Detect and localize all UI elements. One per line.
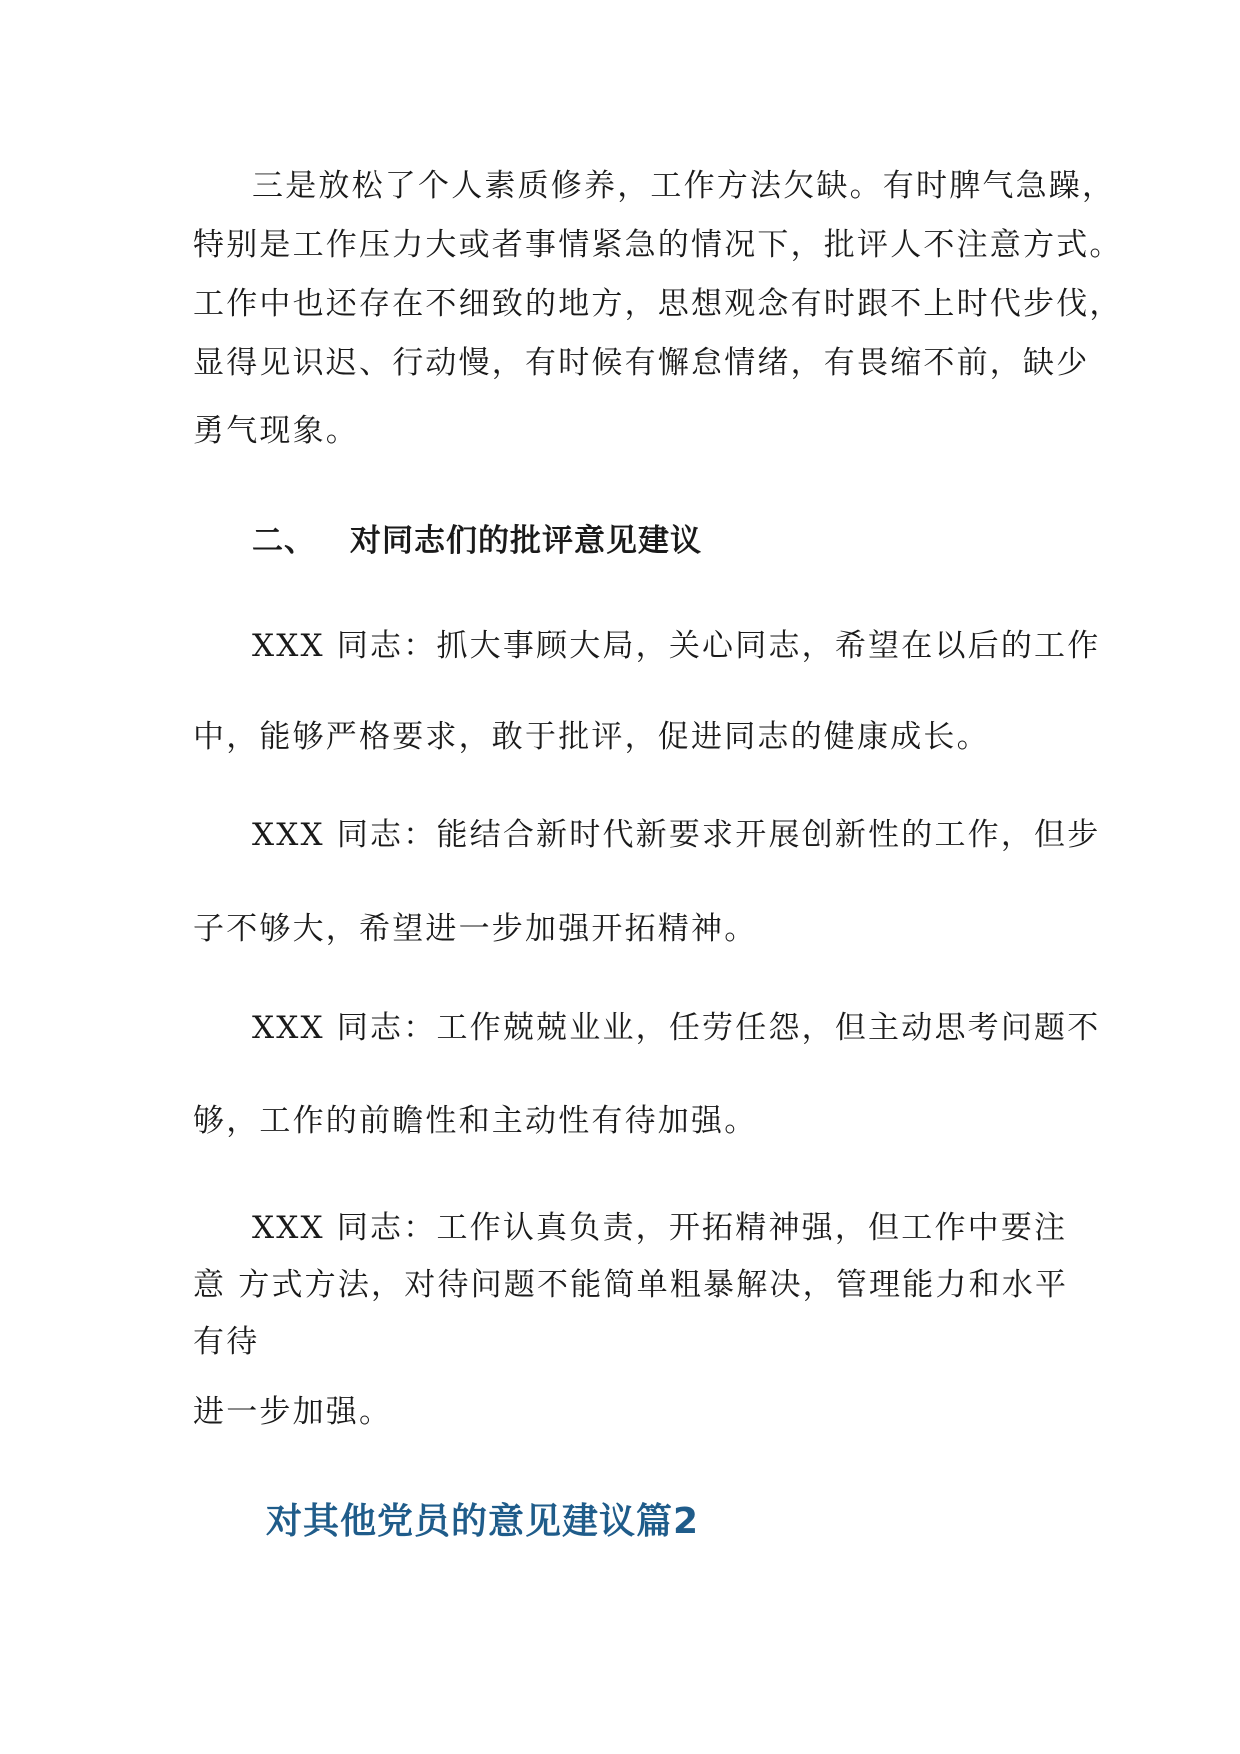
text-line: 意 方式方法，对待问题不能简单粗暴解决，管理能力和水平: [193, 1267, 1069, 1303]
text-line: 三是放松了个人素质修养，工作方法欠缺。有时脾气急躁，: [252, 168, 1116, 204]
text-line: 勇气现象。: [193, 413, 359, 449]
text-line: 工作中也还存在不细致的地方，思想观念有时跟不上时代步伐，: [193, 286, 1123, 322]
text-line: 中，能够严格要求，敢于批评，促进同志的健康成长。: [193, 719, 990, 755]
section-title: 对其他党员的意见建议篇2: [266, 1501, 700, 1542]
text-line: 子不够大，希望进一步加强开拓精神。: [193, 911, 758, 947]
text-line: 显得见识迟、行动慢，有时候有懈怠情绪，有畏缩不前，缺少: [193, 345, 1090, 381]
text-line: XXX 同志：工作认真负责，开拓精神强，但工作中要注: [252, 1210, 1068, 1246]
text-line: XXX 同志：工作兢兢业业，任劳任怨，但主动思考问题不: [252, 1010, 1101, 1046]
heading-text: 对同志们的批评意见建议: [350, 523, 702, 559]
text-line: XXX 同志：抓大事顾大局，关心同志，希望在以后的工作: [252, 628, 1101, 664]
text-line: 特别是工作压力大或者事情紧急的情况下，批评人不注意方式。: [193, 227, 1123, 263]
text-line: 进一步加强。: [193, 1394, 393, 1430]
text-line: 有待: [193, 1324, 260, 1360]
text-line: 够，工作的前瞻性和主动性有待加强。: [193, 1103, 758, 1139]
section-heading: [252, 521, 702, 561]
heading-number: 二、: [252, 523, 316, 559]
text-line: XXX 同志：能结合新时代新要求开展创新性的工作，但步: [252, 817, 1101, 853]
